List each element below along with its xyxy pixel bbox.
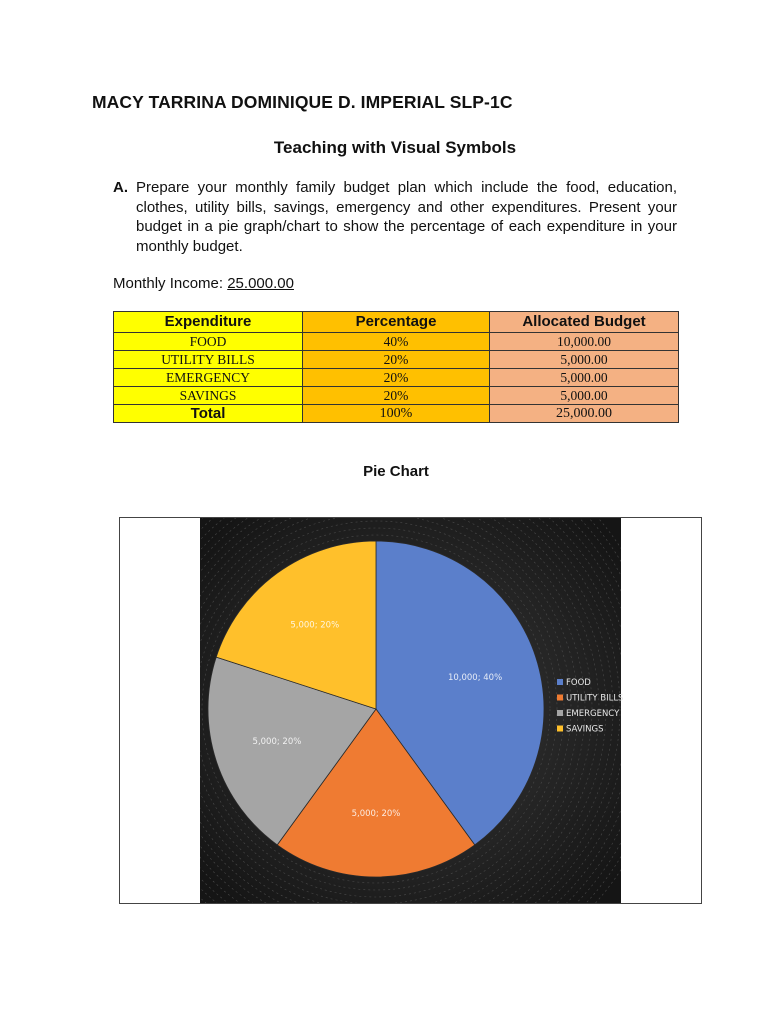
table-total-row (114, 405, 679, 423)
table-header-row (114, 312, 679, 333)
pie-data-label: 5,000; 20% (290, 620, 340, 631)
table-row (114, 351, 679, 369)
header-expenditure: Expenditure (114, 312, 303, 333)
cell-budget: 5,000.00 (490, 369, 679, 387)
cell-percentage: 40% (303, 333, 490, 351)
pie-data-label: 10,000; 40% (447, 672, 503, 683)
cell-budget: 10,000.00 (490, 333, 679, 351)
legend-swatch (557, 679, 563, 685)
cell-budget: 5,000.00 (490, 351, 679, 369)
legend-label: SAVINGS (566, 724, 604, 735)
cell-expenditure: UTILITY BILLS (114, 351, 303, 369)
cell-budget: 5,000.00 (490, 387, 679, 405)
header-allocated-budget: Allocated Budget (490, 312, 679, 333)
income-label: Monthly Income: (113, 275, 224, 292)
legend-label: UTILITY BILLS (566, 693, 624, 704)
cell-expenditure: EMERGENCY (114, 369, 303, 387)
header-percentage: Percentage (303, 312, 490, 333)
pie-chart-frame (119, 517, 702, 904)
cell-percentage: 20% (303, 387, 490, 405)
author-line: MACY TARRINA DOMINIQUE D. IMPERIAL SLP-1C (92, 92, 513, 112)
task-label: A. (113, 179, 128, 196)
total-budget: 25,000.00 (490, 405, 679, 423)
legend-swatch (557, 695, 563, 701)
total-label: Total (114, 405, 303, 423)
pie-chart (120, 518, 701, 903)
cell-percentage: 20% (303, 351, 490, 369)
cell-expenditure: SAVINGS (114, 387, 303, 405)
task-text: Prepare your monthly family budget plan which include the food, education, clothes, utility bills, savings, emergency and other expenditures. Present your budget in a pie graph/chart to show the percentage of each expenditure in your monthly budget. (136, 179, 677, 255)
table-row (114, 387, 679, 405)
cell-expenditure: FOOD (114, 333, 303, 351)
legend-label: EMERGENCY (566, 709, 620, 719)
pie-data-label: 5,000; 20% (252, 737, 302, 748)
pie-data-label: 5,000; 20% (351, 809, 401, 820)
legend-swatch (557, 726, 563, 732)
legend-label: FOOD (566, 678, 591, 688)
total-percentage: 100% (303, 405, 490, 423)
legend-swatch (557, 710, 563, 716)
table-row (114, 333, 679, 351)
pie-slices (208, 541, 544, 877)
chart-caption: Pie Chart (363, 463, 429, 480)
cell-percentage: 20% (303, 369, 490, 387)
table-row (114, 369, 679, 387)
income-value: 25.000.00 (227, 275, 294, 292)
budget-table (113, 311, 679, 423)
page-title: Teaching with Visual Symbols (273, 138, 517, 157)
monthly-income (113, 275, 294, 292)
